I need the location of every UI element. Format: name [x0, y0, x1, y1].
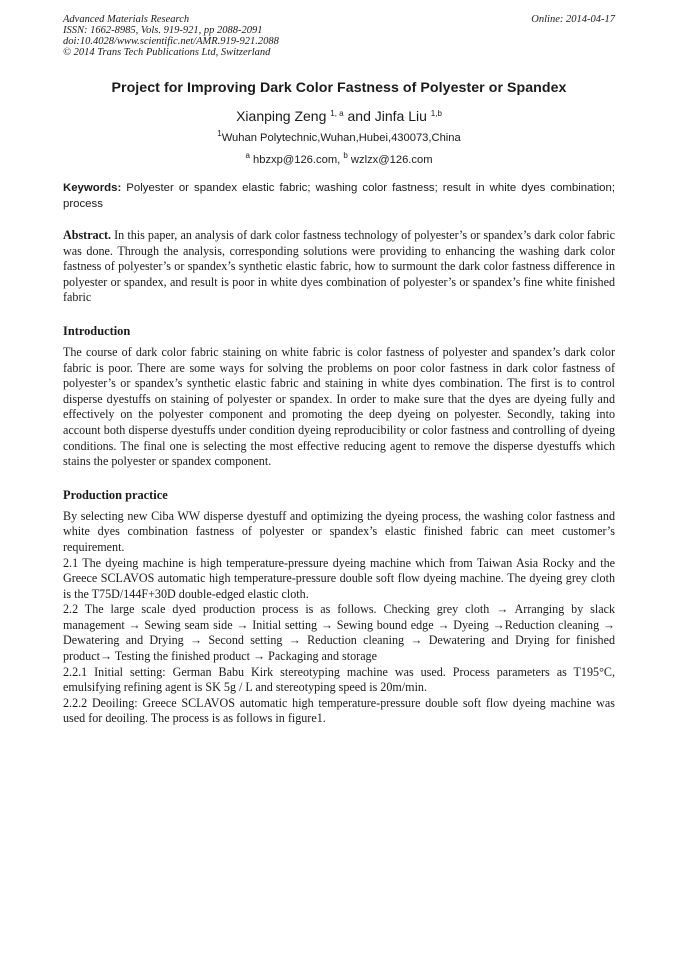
affiliation: [63, 131, 615, 145]
keywords-block: [63, 181, 615, 212]
abstract-text: In this paper, an analysis of dark color fastness technology of polyester’s or spandex’s dark color fabric was done. Through the analysis, corresponding solutions were providing to enhancing the washing dark color fastness of polyester’s or spandex’s synthetic elastic fabric, how to surmount the dark color fastness difference in polyester or spandex, and result is poor in white dyes combination of polyester’s or spandex’s fine white finished fabric: [63, 228, 615, 305]
email-a[interactable]: hbzxp@126.com,: [253, 154, 341, 166]
copyright-line: © 2014 Trans Tech Publications Ltd, Switzerland: [63, 47, 271, 58]
production-paragraph: By selecting new Ciba WW disperse dyestuff and optimizing the dyeing process, the washing color fastness and white dyes combination fastness of polyester or spandex’s elastic finished fabric can meet customer’s requirement.: [63, 508, 615, 554]
author-1-sup: 1, a: [330, 109, 344, 118]
production-heading: Production practice: [63, 487, 168, 502]
paper-title: Project for Improving Dark Color Fastness of Polyester or Spandex: [111, 80, 567, 96]
email-b-sup: b: [343, 151, 348, 160]
author-1: Xianping Zeng: [236, 108, 327, 124]
paper-page: [63, 14, 615, 727]
author-2: Jinfa Liu: [374, 108, 427, 124]
keywords-text: Polyester or spandex elastic fabric; washing color fastness; result in white dyes combination; process: [63, 182, 615, 210]
affiliation-sup: 1: [217, 129, 222, 138]
abstract-block: [63, 228, 615, 306]
author-and: and: [343, 108, 375, 124]
author-line: [63, 107, 615, 125]
introduction-text: The course of dark color fabric staining on white fabric is color fastness of polyester and spandex’s dark color fabric is poor. There are some ways for solving the problems on poor color fastness in dark color fastness of polyester’s or spandex’s synthetic elastic fabric and staining in white dyes combination. The first is to control disperse dyestuffs on staining of polyester or spandex. In order to make sure that the dyes are dyeing fully and effectively on the polyester component and promoting the deep dyeing on polyester. Secondly, taking into account both disperse dyestuffs under condition dyeing reproducibility or color fastness and controlling of dyeing conditions. The final one is selecting the most effective reducing agent to remove the disperse dyestuffs which stains the polyester or spandex component.: [63, 344, 615, 469]
affiliation-text: Wuhan Polytechnic,Wuhan,Hubei,430073,China: [221, 132, 461, 144]
doi-line: doi:10.4028/www.scientific.net/AMR.919-921.2088: [63, 36, 279, 47]
production-paragraph: 2.2.1 Initial setting: German Babu Kirk stereotyping machine was used. Process parameters as T195°C, emulsifying refining agent is SK 5g / L and stereotyping speed is 20m/min.: [63, 664, 615, 695]
running-header: [63, 14, 615, 58]
email-line: [63, 153, 615, 167]
author-2-sup: 1,b: [430, 109, 442, 118]
introduction-heading: Introduction: [63, 323, 131, 338]
abstract-label: Abstract.: [63, 228, 112, 242]
issn-line: ISSN: 1662-8985, Vols. 919-921, pp 2088-2091: [63, 25, 263, 36]
production-paragraph: 2.2 The large scale dyed production process is as follows. Checking grey cloth → Arranging by slack management → Sewing seam side → Initial setting → Sewing bound edge → Dyeing →Reduction cleaning → Dewatering and Drying → Second setting → Reduction cleaning → Dewatering and Drying for finished product→ Testing the finished product → Packaging and storage: [63, 602, 615, 664]
online-date: Online: 2014-04-17: [531, 14, 615, 25]
email-a-sup: a: [245, 151, 250, 160]
journal-name: Advanced Materials Research: [63, 14, 190, 25]
email-b[interactable]: wzlzx@126.com: [350, 154, 433, 166]
production-paragraph: 2.1 The dyeing machine is high temperature-pressure dyeing machine which from Taiwan Asia Rocky and the Greece SCLAVOS automatic high temperature-pressure double soft flow dyeing machine. The dyeing grey cloth is the T75D/144F+30D double-edged elastic cloth.: [63, 555, 615, 601]
keywords-label: Keywords:: [63, 182, 122, 194]
production-paragraph: 2.2.2 Deoiling: Greece SCLAVOS automatic high temperature-pressure double soft flow dyeing machine was used for deoiling. The process is as follows in figure1.: [63, 695, 615, 726]
